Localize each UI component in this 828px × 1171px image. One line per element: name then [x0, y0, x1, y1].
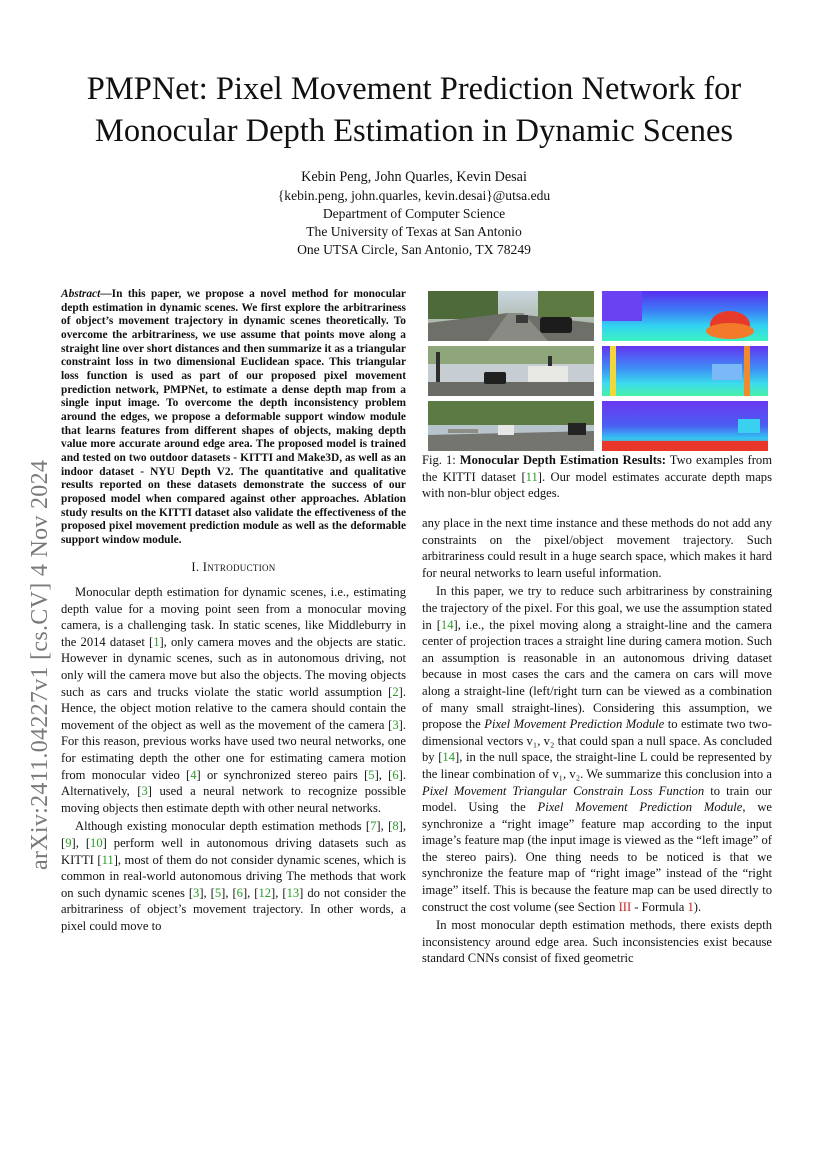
- section-numeral: I.: [191, 560, 200, 575]
- arxiv-identifier: arXiv:2411.04227v1 [cs.CV] 4 Nov 2024: [27, 459, 53, 870]
- citation-link[interactable]: 5: [214, 885, 222, 900]
- right-paragraph-1: any place in the next time instance and these methods do not add any constraints on the pixel/object movement trajectory. Such arbitrariness could result in a huge search space, which makes it hard for neural networks to learn useful information.: [422, 516, 772, 580]
- citation-link[interactable]: 12: [258, 885, 272, 900]
- abstract-text: —In this paper, we propose a novel method for monocular depth estimation in dynamic scenes. We first explore the arbitrariness of object’s movement trajectory in dynamic scenes theoretically. To overcome the arbitrariness, we use assume that points move along a straight line over short distances and then summarize it as a triangular constraint loss in two dimensional Euclidean space. This triangular loss function is used as part of our proposed pixel movement prediction network, PMPNet, to estimate a dense depth map from a single input image. To overcome the depth inconsistency problem around the edges, we propose a deformable support window module that learns features from different shapes of objects, making depth value more accurate around edge area. The proposed model is trained and tested on two outdoor datasets - KITTI and Make3D, as well as an indoor dataset - NYU Depth V2. The quantitative and qualitative results reported on these datasets demonstrate the success of our proposed model when compared against other approaches. Ablation study results on the KITTI dataset also validate the effectiveness of the proposed pixel movement prediction module as well as the deformable support window module.: [61, 288, 406, 546]
- text-run: ], [: [376, 819, 393, 834]
- author-emails: {kebin.peng, john.quarles, kevin.desai}@utsa.edu: [277, 188, 551, 203]
- figure-1: [428, 291, 768, 451]
- text-run: ]. For this reason, previous works have used two neural networks, one for estimating depth the other one for estimating camera motion from monocular video [: [61, 717, 406, 782]
- text-run: Although existing monocular depth estimation methods [: [75, 819, 371, 834]
- author-block: [200, 168, 628, 259]
- section-reference-link[interactable]: III: [618, 899, 632, 914]
- citation-link[interactable]: 11: [525, 469, 538, 484]
- text-run: Two examples from the KITTI dataset [: [422, 453, 772, 484]
- depth-map-2: [602, 346, 768, 396]
- citation-link[interactable]: 9: [65, 835, 72, 850]
- text-run: ], [: [221, 885, 237, 900]
- author-department: Department of Computer Science: [322, 206, 506, 221]
- emphasis-text: Pixel Movement Triangular Constrain Loss Function: [422, 783, 705, 798]
- text-run: ], [: [71, 835, 91, 850]
- depth-map-1: [602, 291, 768, 341]
- kitti-rgb-image-1: [428, 291, 594, 341]
- citation-link[interactable]: 14: [442, 750, 455, 765]
- citation-link[interactable]: 1: [153, 634, 160, 649]
- author-address: One UTSA Circle, San Antonio, TX 78249: [297, 242, 531, 257]
- text-run: In this paper, we try to reduce such arbitrariness by constraining the trajectory of the pixel. For this goal, we use the assumption stated in [: [422, 584, 772, 632]
- abstract-label: Abstract: [61, 288, 101, 300]
- text-run: ]. Hence, the object motion relative to the camera should contain the movement of the object as well as the movement of the camera [: [61, 684, 406, 732]
- figure-label: Fig. 1:: [422, 453, 460, 467]
- paper-title: [40, 68, 788, 152]
- kitti-rgb-image-3: [428, 401, 594, 451]
- author-names: Kebin Peng, John Quarles, Kevin Desai: [301, 169, 527, 185]
- section-heading-introduction: [61, 559, 406, 576]
- intro-paragraph-2: [61, 818, 406, 934]
- text-run: ).: [693, 899, 702, 914]
- formula-reference-link[interactable]: 1: [687, 899, 694, 914]
- citation-link[interactable]: 13: [286, 885, 300, 900]
- kitti-rgb-image-2: [428, 346, 594, 396]
- citation-link[interactable]: 6: [392, 767, 399, 782]
- citation-link[interactable]: 3: [193, 885, 200, 900]
- depth-map-3: [602, 401, 768, 451]
- text-run: ] or synchronized stereo pairs [: [196, 767, 369, 782]
- abstract: [61, 288, 406, 547]
- text-run: ] perform well in autonomous driving datasets such as KITTI [: [61, 835, 406, 867]
- text-run: ], only camera moves and the objects are static. However in dynamic scenes, such as in autonomous driving, not only will the camera move but also the objects. The moving objects such as cars and trucks violate the static world assumption [: [61, 634, 406, 699]
- text-run: to train our model. Using the: [422, 783, 772, 815]
- text-run: ]. Our model estimates accurate depth maps with non-blur object edges.: [422, 469, 772, 501]
- right-paragraph-2: [422, 583, 772, 915]
- text-run: ]. Alternatively, [: [61, 767, 406, 799]
- left-column: [61, 288, 406, 935]
- text-run: Monocular depth estimation for dynamic scenes, i.e., estimating depth value for a moving point seen from a monocular moving camera, is a challenging task. In static scenes, like Middleburry in the 2014 dataset [: [61, 585, 406, 649]
- citation-link[interactable]: 3: [141, 784, 148, 799]
- text-run: to estimate two two-dimensional vectors v₁, v₂ that could span a null space. As concluded by [: [422, 717, 772, 765]
- text-run: ], most of them do not consider dynamic scenes, which is common in real-world autonomous driving The methods that work on such dynamic scenes [: [61, 852, 406, 900]
- intro-paragraph-1: [61, 584, 406, 816]
- text-run: - Formula: [631, 899, 688, 914]
- citation-link[interactable]: 8: [392, 819, 399, 834]
- citation-link[interactable]: 14: [440, 617, 454, 632]
- title-line-1: PMPNet: Pixel Movement Prediction Network for: [86, 71, 742, 107]
- citation-link[interactable]: 4: [190, 767, 197, 782]
- text-run: ] used a neural network to recognize possible moving objects then estimate depth with other neural networks.: [61, 784, 406, 815]
- text-run: ], [: [374, 767, 393, 782]
- citation-link[interactable]: 5: [368, 767, 375, 782]
- citation-link[interactable]: 11: [101, 852, 114, 867]
- section-title: Introduction: [202, 560, 276, 575]
- figure-bold-title: Monocular Depth Estimation Results:: [459, 453, 666, 467]
- text-run: ], i.e., the pixel moving along a straight-line and the camera center of projection traces a straight line during camera motion. Such an assumption is reasonable in an autonomous driving dataset because in most cases the cars and the camera on cars will move along a straight-line (left/right turn can be viewed as a combination of many small straight-lines). Considering this assumption, we propose the: [422, 617, 773, 732]
- text-run: ], [: [242, 885, 259, 900]
- citation-link[interactable]: 10: [90, 835, 103, 850]
- figure-1-caption: [422, 452, 772, 502]
- text-run: ], [: [199, 885, 215, 900]
- citation-link[interactable]: 2: [392, 684, 399, 699]
- text-run: ] do not consider the arbitrariness of object’s movement trajectory. In other words, a pixel could move to: [61, 885, 406, 933]
- emphasis-text: Pixel Movement Prediction Module: [537, 800, 743, 815]
- citation-link[interactable]: 6: [236, 885, 243, 900]
- citation-link[interactable]: 7: [370, 819, 377, 834]
- text-run: , we synchronize a “right image” feature map according to the input image’s feature map (the input image is viewed as the “left image” of the stereo pairs). One thing needs to be noticed is that we synchronize the feature map of “right image” instead of the “right image” itself. This is because the feature map can be used directly to construct the cost volume (see Section: [422, 800, 773, 914]
- text-run: ], [: [61, 819, 406, 850]
- citation-link[interactable]: 3: [392, 717, 399, 732]
- right-column: [422, 515, 772, 967]
- title-line-2: Monocular Depth Estimation in Dynamic Scenes: [94, 113, 734, 149]
- author-university: The University of Texas at San Antonio: [306, 224, 522, 239]
- text-run: ], in the null space, the straight-line L could be represented by the linear combination of v₁, v₂. We summarize this conclusion into a: [422, 750, 772, 781]
- emphasis-text: Pixel Movement Prediction Module: [484, 717, 665, 732]
- right-paragraph-3: In most monocular depth estimation methods, there exists depth inconsistency around edge area. Such inconsistencies exist because standard CNNs consist of fixed geometric: [422, 918, 772, 966]
- text-run: ], [: [271, 885, 287, 900]
